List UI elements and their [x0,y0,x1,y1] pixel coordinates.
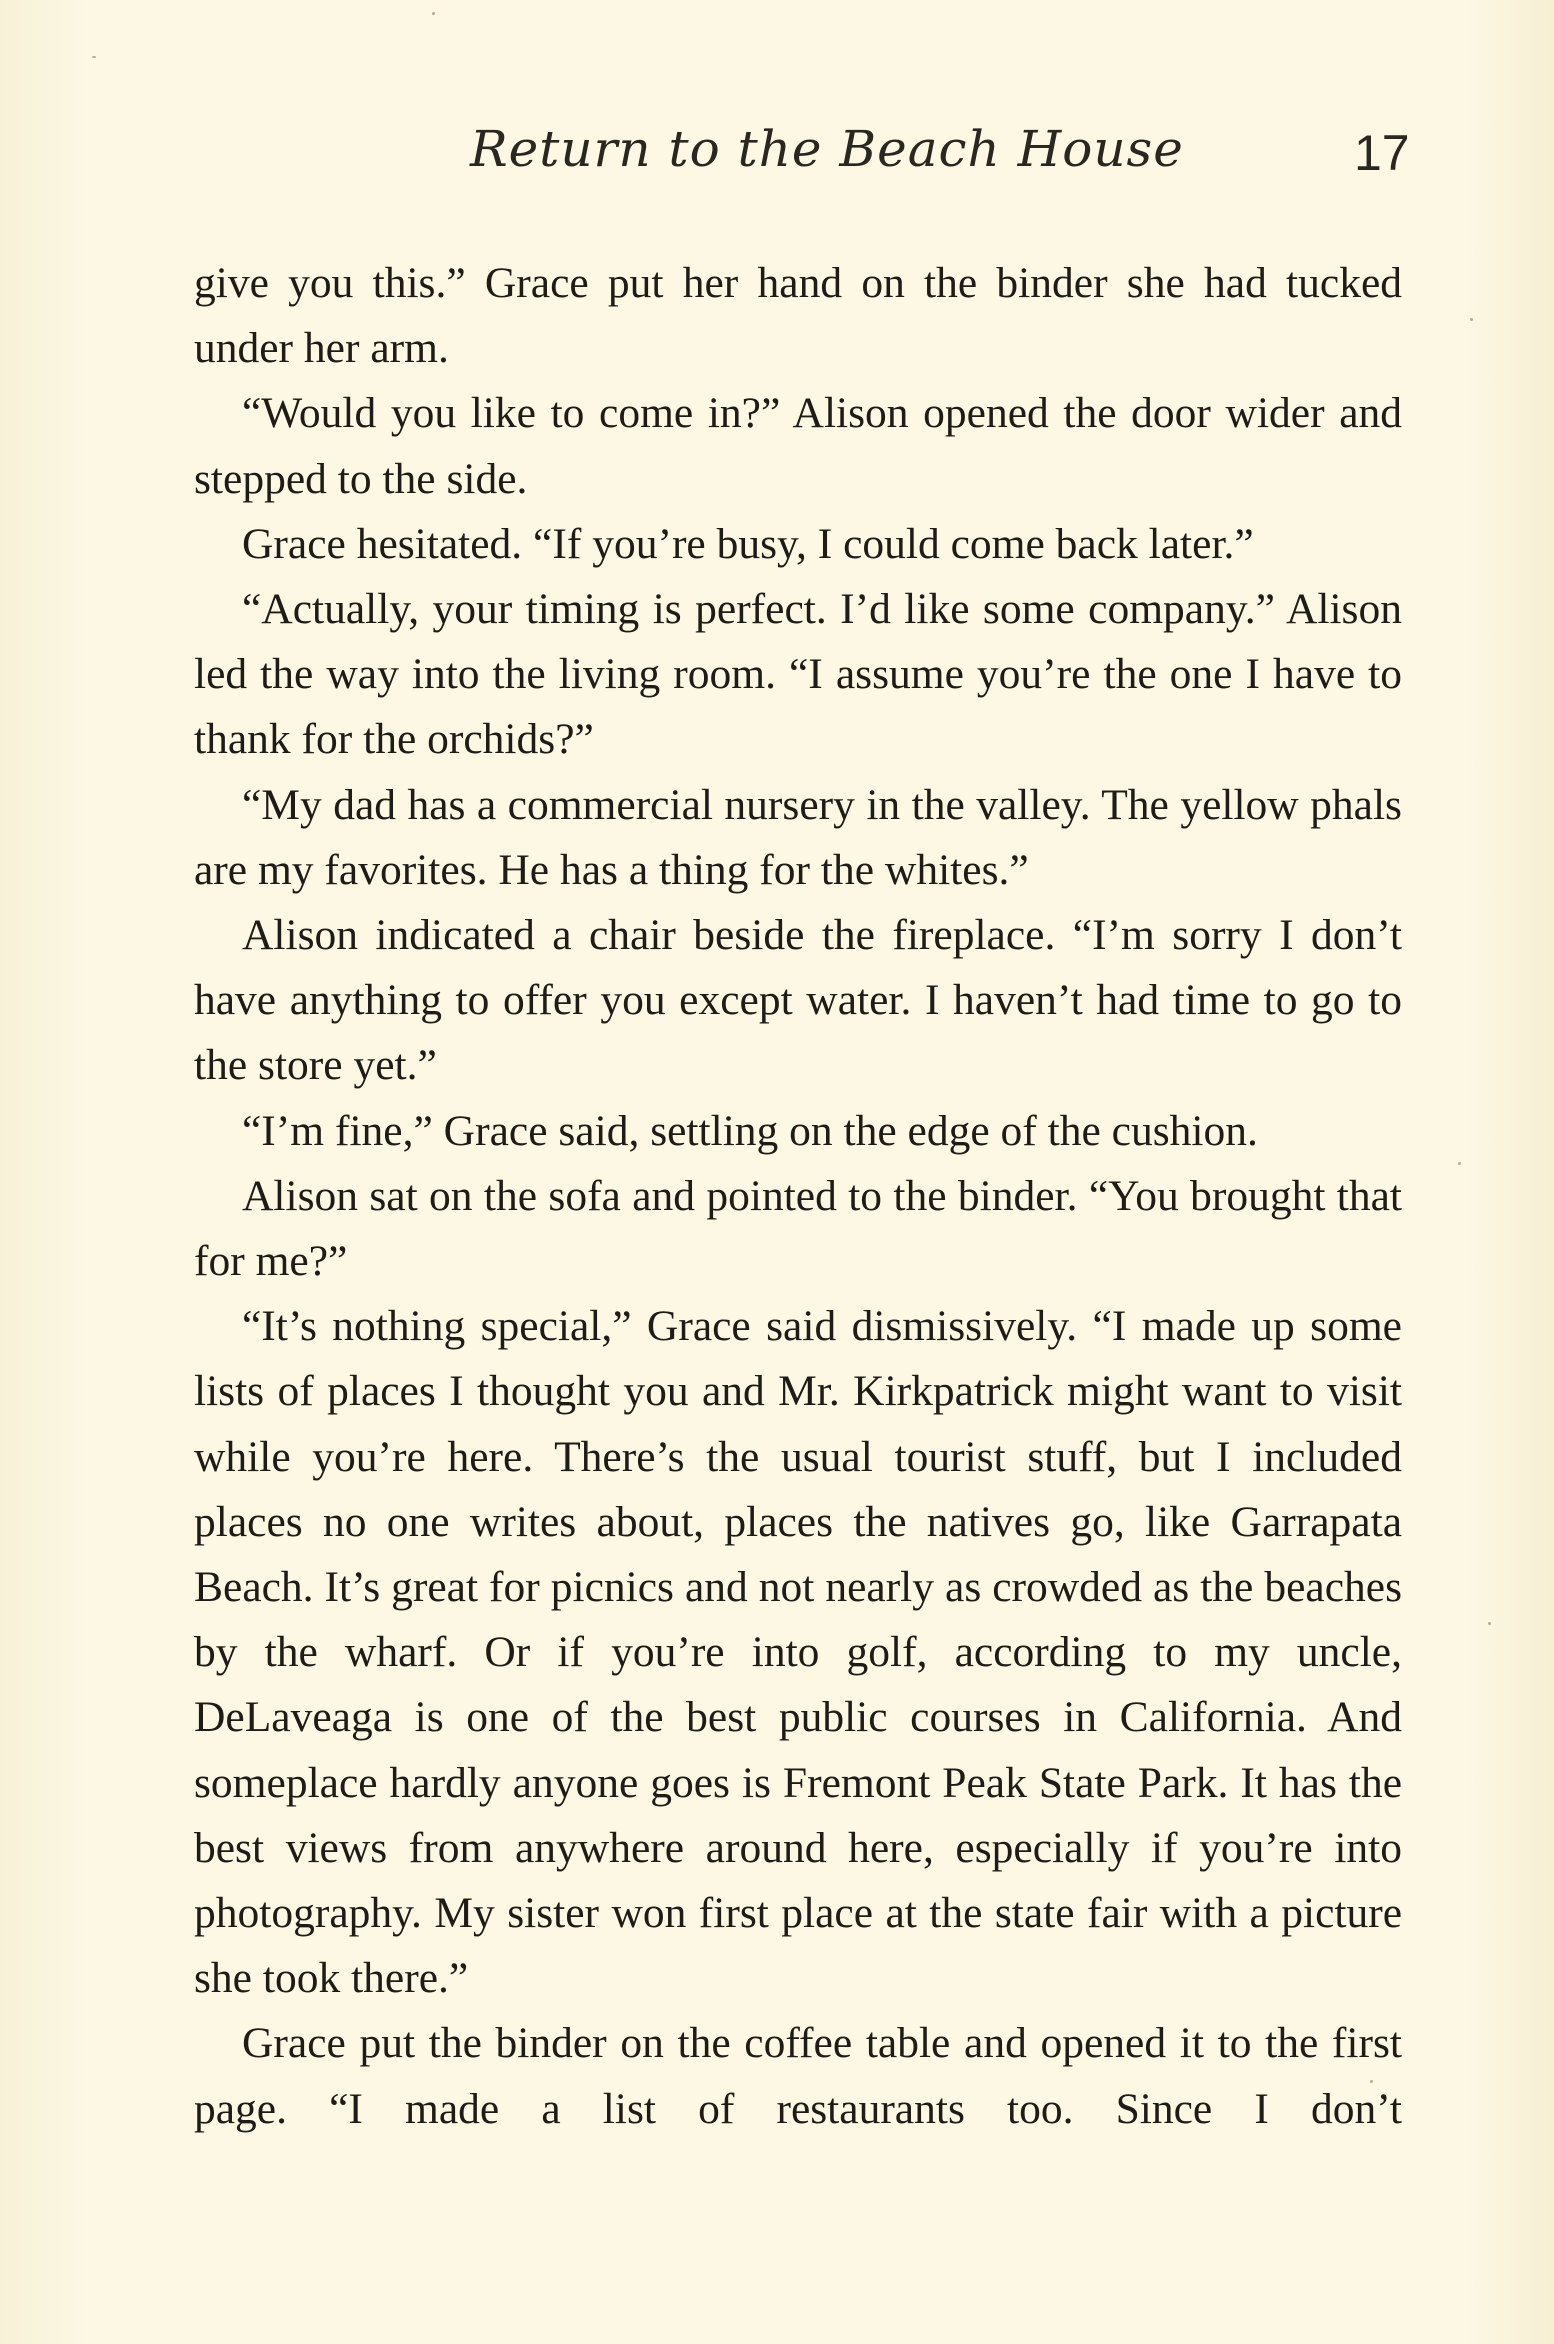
paragraph: “Actually, your timing is perfect. I’d like some company.” Alison led the way into the living room. “I assume you’re the one I have to thank for the orchids?” [194,585,1402,764]
paragraph: Grace put the binder on the coffee table and opened it to the first page. “I made a list of restaurants too. Since I don’t [194,2019,1402,2133]
paper-speck [1458,1162,1461,1165]
paragraph: “I’m fine,” Grace said, settling on the edge of the cushion. [242,1106,1258,1155]
paper-speck [1488,1622,1491,1625]
paragraph: Alison sat on the sofa and pointed to the binder. “You brought that for me?” [194,1171,1402,1286]
running-head [0,112,1554,192]
paper-speck [92,56,96,58]
running-title: Return to the Beach House [470,120,1184,178]
page-number: 17 [1354,125,1410,181]
paragraph: Alison indicated a chair beside the fireplace. “I’m sorry I don’t have anything to offer you except water. I haven’t had time to go to the store yet.” [194,911,1402,1090]
paragraph: Grace hesitated. “If you’re busy, I could come back later.” [242,519,1254,568]
paper-speck [1470,318,1473,321]
paragraph: give you this.” Grace put her hand on the binder she had tucked under her arm. [194,259,1402,373]
paragraph: “Would you like to come in?” Alison opened the door wider and stepped to the side. [194,389,1402,503]
body-text [194,251,1402,2142]
paper-speck [432,12,435,15]
paragraph: “It’s nothing special,” Grace said dismissively. “I made up some lists of places I thought you and Mr. Kirkpatrick might want to visit while you’re here. There’s the usual tourist stuff, but I included places no one writes about, places the natives go, like Garrapata Beach. It’s great for picnics and not nearly as crowded as the beaches by the wharf. Or if you’re into golf, according to my uncle, DeLaveaga is one of the best public courses in California. And someplace hardly anyone goes is Fremont Peak State Park. It has the best views from anywhere around here, especially if you’re into photography. My sister won first place at the state fair with a picture she took there.” [194,1302,1402,2003]
paragraph: “My dad has a commercial nursery in the valley. The yellow phals are my favorites. He has a thing for the whites.” [194,780,1402,894]
paper-speck [1370,2080,1373,2083]
